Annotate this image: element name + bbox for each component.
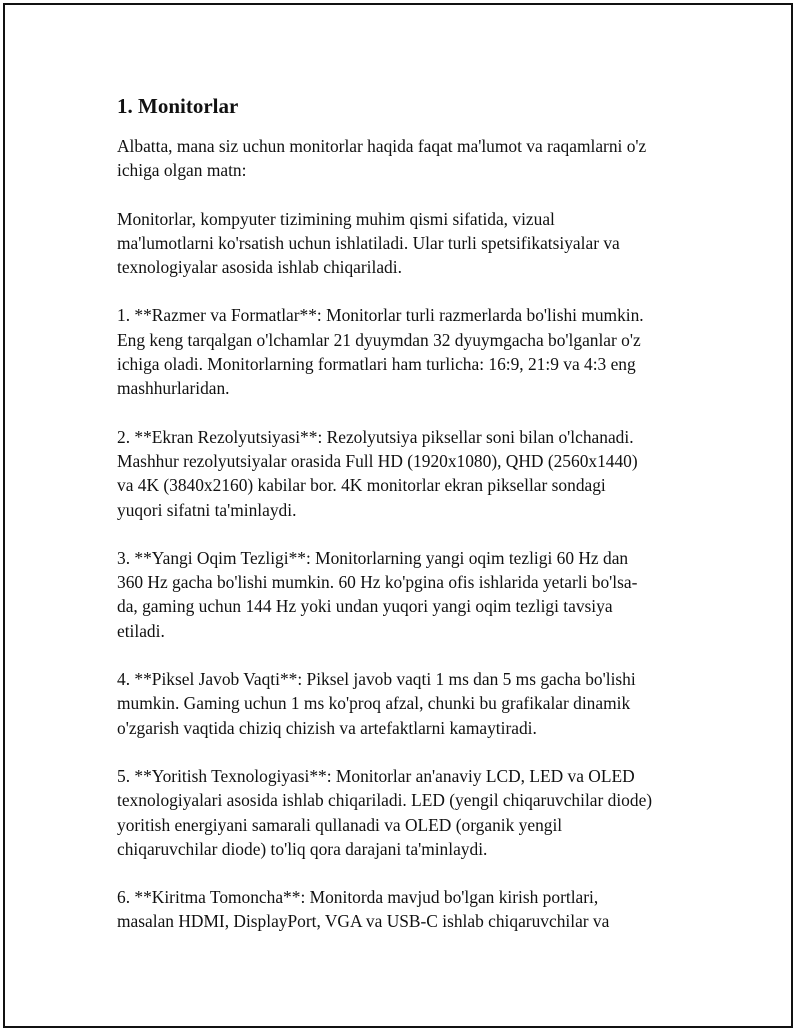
overview-paragraph: Monitorlar, kompyuter tizimining muhim qismi sifatida, vizual ma'lumotlarni ko'rsatish uchun ishlatiladi. Ular turli spetsifikatsiyalar va texnologiyalar asosida ishlab chiqariladi. (117, 208, 620, 278)
item-refresh-rate: 3. **Yangi Oqim Tezligi**: Monitorlarning yangi oqim tezligi 60 Hz dan 360 Hz gacha bo'lishi mumkin. 60 Hz ko'pgina ofis ishlarida yetarli bo'lsa- da, gaming uchun 144 Hz yoki undan yuqori yangi oqim tezligi tavsiya etiladi. (117, 547, 638, 641)
item-response-time: 4. **Piksel Javob Vaqti**: Piksel javob vaqti 1 ms dan 5 ms gacha bo'lishi mumkin. Gaming uchun 1 ms ko'proq afzal, chunki bu grafikalar dinamik o'zgarish vaqtida chiziq chizish va artefaktlarni kamaytiradi. (117, 669, 636, 738)
item-resolution: 2. **Ekran Rezolyutsiyasi**: Rezolyutsiya piksellar soni bilan o'lchanadi. Mashhur rezolyutsiyalar orasida Full HD (1920x1080), QHD (2560x1440) va 4K (3840x2160) kabilar bor. 4K monitorlar ekran piksellar sondagi yuqori sifatni ta'minlaydi. (117, 426, 638, 520)
item-size-format: 1. **Razmer va Formatlar**: Monitorlar turli razmerlarda bo'lishi mumkin. Eng keng tarqalgan o'lchamlar 21 dyuymdan 32 dyuymgacha bo'lganlar o'z ichiga oladi. Monitorlarning formatlari ham turlicha: 16:9, 21:9 va 4:3 eng mashhurlaridan. (117, 305, 644, 399)
intro-paragraph: Albatta, mana siz uchun monitorlar haqida faqat ma'lumot va raqamlarni o'z ichiga olgan matn: (117, 136, 647, 181)
document-body (117, 92, 697, 958)
item-backlight-technology: 5. **Yoritish Texnologiyasi**: Monitorlar an'anaviy LCD, LED va OLED texnologiyalari asosida ishlab chiqariladi. LED (yengil chiqaruvchilar diode) yoritish energiyani samarali qullanadi va OLED (organik yengil chiqaruvchilar diode) to'liq qora darajani ta'minlaydi. (117, 765, 653, 859)
item-input-ports: 6. **Kiritma Tomoncha**: Monitorda mavjud bo'lgan kirish portlari, masalan HDMI, DisplayPort, VGA va USB-C ishlab chiqaruvchilar va (117, 887, 610, 932)
section-heading: 1. Monitorlar (117, 94, 239, 118)
